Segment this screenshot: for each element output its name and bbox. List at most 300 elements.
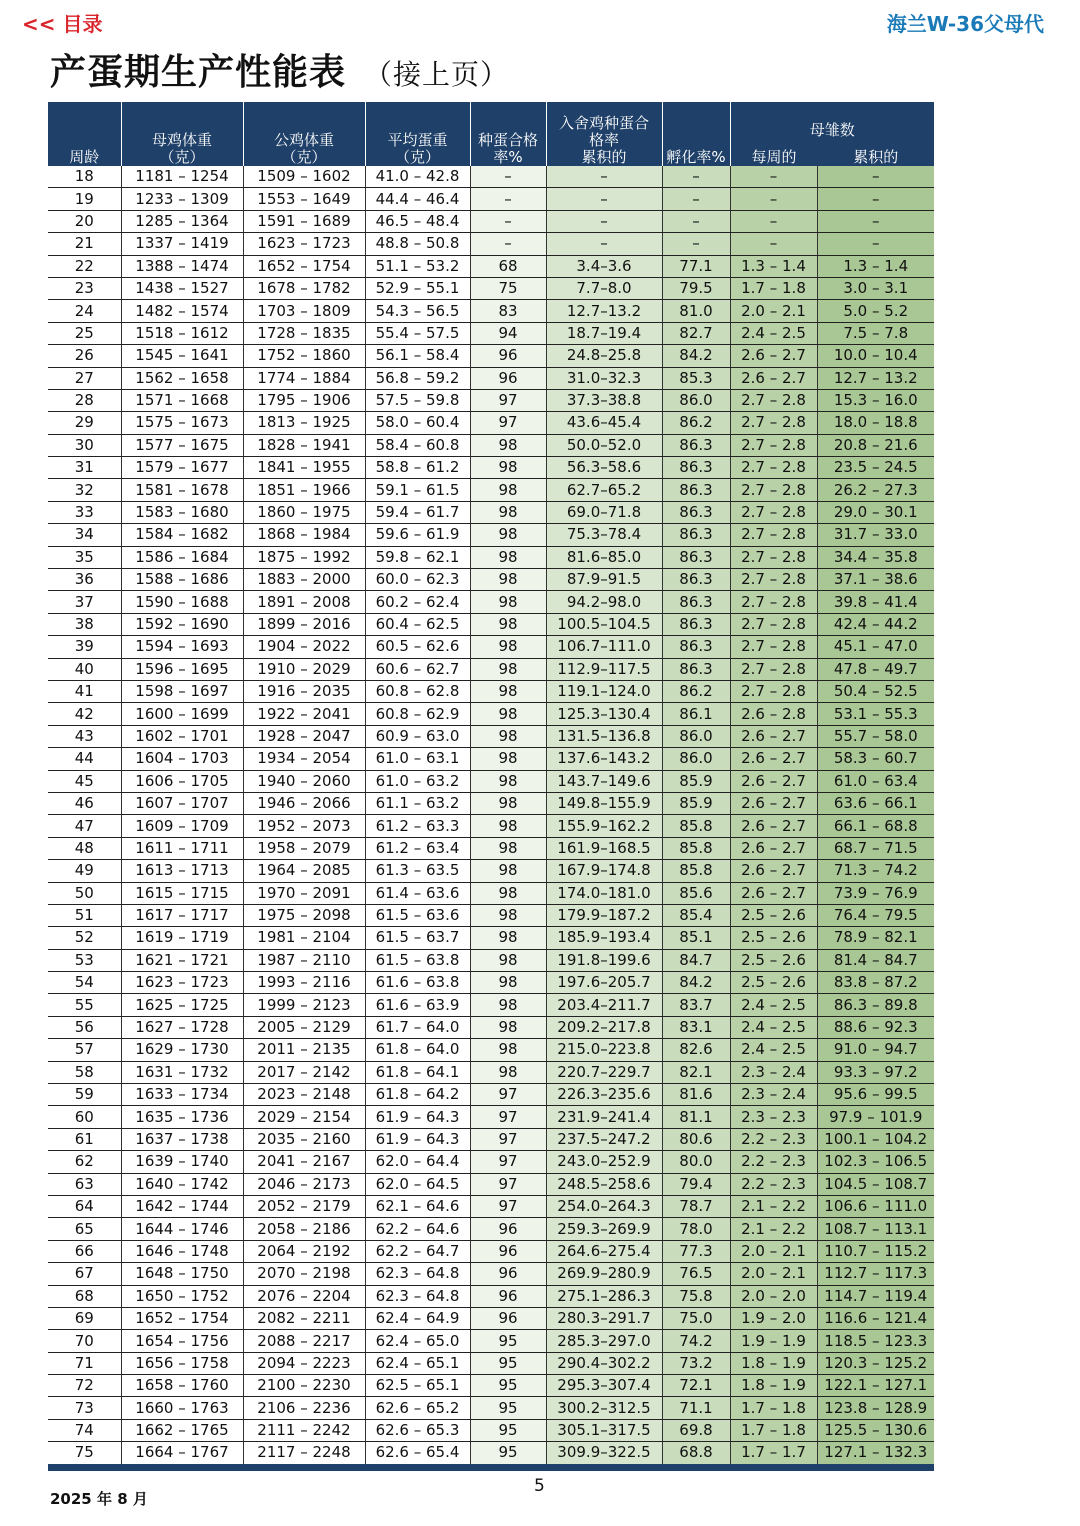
cell-hatchable-rate: 98 (470, 972, 546, 994)
cell-hatch-rate: 79.4 (662, 1173, 730, 1195)
table-row (48, 1285, 934, 1307)
cell-week: 27 (48, 367, 121, 389)
cell-week: 64 (48, 1195, 121, 1217)
table-row (48, 300, 934, 322)
cell-hen-weight: 1584 – 1682 (121, 524, 243, 546)
cell-chicks-weekly: 2.0 – 2.1 (730, 300, 817, 322)
cell-week: 66 (48, 1240, 121, 1262)
cell-hatchable-rate: 98 (470, 1016, 546, 1038)
cell-chicks-cumulative: 78.9 – 82.1 (817, 927, 934, 949)
cell-hatchable-rate: 96 (470, 1240, 546, 1262)
cell-hatchable-rate: 98 (470, 546, 546, 568)
cell-cock-weight: 2094 – 2223 (243, 1352, 365, 1374)
cell-cock-weight: 1813 – 1925 (243, 412, 365, 434)
cell-chicks-weekly: 2.6 – 2.7 (730, 770, 817, 792)
table-row (48, 457, 934, 479)
cell-chicks-weekly: 2.6 – 2.8 (730, 703, 817, 725)
cell-cock-weight: 2064 – 2192 (243, 1240, 365, 1262)
cell-hatch-eggs-cumulative: 119.1–124.0 (546, 680, 662, 702)
cell-hen-weight: 1588 – 1686 (121, 569, 243, 591)
cell-hatch-eggs-cumulative: 69.0–71.8 (546, 501, 662, 523)
cell-hatch-rate: 86.3 (662, 658, 730, 680)
cell-week: 73 (48, 1397, 121, 1419)
col-header-week: 周龄 (48, 102, 121, 166)
cell-hatch-rate: 86.3 (662, 546, 730, 568)
cell-hatchable-rate: 95 (470, 1442, 546, 1467)
cell-chicks-weekly: 1.8 – 1.9 (730, 1375, 817, 1397)
cell-cock-weight: 1946 – 2066 (243, 792, 365, 814)
cell-cock-weight: 1904 – 2022 (243, 636, 365, 658)
cell-hatch-eggs-cumulative: 106.7–111.0 (546, 636, 662, 658)
cell-chicks-weekly: 2.6 – 2.7 (730, 748, 817, 770)
cell-hen-weight: 1639 – 1740 (121, 1151, 243, 1173)
table-row (48, 479, 934, 501)
cell-hatchable-rate: 98 (470, 680, 546, 702)
cell-hatchable-rate: 98 (470, 524, 546, 546)
cell-hatch-eggs-cumulative: 12.7–13.2 (546, 300, 662, 322)
cell-egg-weight: 61.2 – 63.3 (365, 815, 470, 837)
cell-chicks-weekly: 2.7 – 2.8 (730, 479, 817, 501)
cell-week: 51 (48, 904, 121, 926)
cell-hatchable-rate: 98 (470, 725, 546, 747)
cell-hatch-rate: 86.3 (662, 457, 730, 479)
cell-chicks-weekly: – (730, 166, 817, 188)
cell-hatch-rate: 86.0 (662, 748, 730, 770)
cell-hen-weight: 1285 – 1364 (121, 210, 243, 232)
cell-chicks-cumulative: 102.3 – 106.5 (817, 1151, 934, 1173)
col-header-hen-weight: 母鸡体重 （克） (121, 102, 243, 166)
cell-cock-weight: 1875 – 1992 (243, 546, 365, 568)
cell-egg-weight: 61.4 – 63.6 (365, 882, 470, 904)
col-header-hatchable-rate: 种蛋合格 率% (470, 102, 546, 166)
cell-cock-weight: 2088 – 2217 (243, 1330, 365, 1352)
cell-week: 56 (48, 1016, 121, 1038)
cell-chicks-cumulative: 42.4 – 44.2 (817, 613, 934, 635)
cell-hatch-rate: 84.2 (662, 972, 730, 994)
table-row (48, 188, 934, 210)
cell-hatch-eggs-cumulative: 203.4–211.7 (546, 994, 662, 1016)
cell-week: 55 (48, 994, 121, 1016)
cell-cock-weight: 2111 – 2242 (243, 1419, 365, 1441)
cell-cock-weight: 1728 – 1835 (243, 322, 365, 344)
cell-egg-weight: 52.9 – 55.1 (365, 277, 470, 299)
table-row (48, 904, 934, 926)
cell-hen-weight: 1611 – 1711 (121, 837, 243, 859)
cell-cock-weight: 1928 – 2047 (243, 725, 365, 747)
cell-hatch-eggs-cumulative: 309.9–322.5 (546, 1442, 662, 1467)
cell-hatch-eggs-cumulative: 56.3–58.6 (546, 457, 662, 479)
cell-week: 75 (48, 1442, 121, 1467)
cell-cock-weight: 1999 – 2123 (243, 994, 365, 1016)
cell-cock-weight: 1922 – 2041 (243, 703, 365, 725)
cell-chicks-weekly: 2.0 – 2.1 (730, 1240, 817, 1262)
cell-hatchable-rate: 95 (470, 1352, 546, 1374)
table-row (48, 277, 934, 299)
cell-week: 38 (48, 613, 121, 635)
cell-chicks-cumulative: – (817, 210, 934, 232)
cell-cock-weight: 1703 – 1809 (243, 300, 365, 322)
cell-cock-weight: 1678 – 1782 (243, 277, 365, 299)
cell-cock-weight: 1509 – 1602 (243, 166, 365, 188)
cell-egg-weight: 61.6 – 63.9 (365, 994, 470, 1016)
cell-chicks-weekly: 2.7 – 2.8 (730, 658, 817, 680)
cell-hatchable-rate: 98 (470, 837, 546, 859)
cell-hatch-eggs-cumulative: 243.0–252.9 (546, 1151, 662, 1173)
col-header-cock-weight: 公鸡体重 （克） (243, 102, 365, 166)
page-title-sub: （接上页） (364, 58, 510, 91)
cell-chicks-weekly: 2.7 – 2.8 (730, 680, 817, 702)
cell-chicks-weekly: 2.2 – 2.3 (730, 1128, 817, 1150)
cell-hatch-rate: 81.0 (662, 300, 730, 322)
cell-hatchable-rate: 96 (470, 1218, 546, 1240)
cell-egg-weight: 62.5 – 65.1 (365, 1375, 470, 1397)
cell-week: 72 (48, 1375, 121, 1397)
cell-week: 67 (48, 1263, 121, 1285)
cell-hen-weight: 1648 – 1750 (121, 1263, 243, 1285)
cell-egg-weight: 56.1 – 58.4 (365, 345, 470, 367)
cell-week: 20 (48, 210, 121, 232)
cell-cock-weight: 1891 – 2008 (243, 591, 365, 613)
cell-egg-weight: 62.2 – 64.7 (365, 1240, 470, 1262)
cell-hatchable-rate: 98 (470, 770, 546, 792)
cell-chicks-cumulative: – (817, 233, 934, 255)
cell-hatchable-rate: 98 (470, 613, 546, 635)
cell-cock-weight: 2005 – 2129 (243, 1016, 365, 1038)
cell-chicks-cumulative: 97.9 – 101.9 (817, 1106, 934, 1128)
cell-week: 31 (48, 457, 121, 479)
cell-chicks-weekly: 2.7 – 2.8 (730, 434, 817, 456)
cell-hen-weight: 1596 – 1695 (121, 658, 243, 680)
cell-chicks-cumulative: 12.7 – 13.2 (817, 367, 934, 389)
table-row (48, 367, 934, 389)
cell-hatch-eggs-cumulative: 215.0–223.8 (546, 1039, 662, 1061)
cell-chicks-cumulative: 93.3 – 97.2 (817, 1061, 934, 1083)
cell-chicks-cumulative: 106.6 – 111.0 (817, 1195, 934, 1217)
table-row (48, 1352, 934, 1374)
cell-chicks-cumulative: 122.1 – 127.1 (817, 1375, 934, 1397)
table-row (48, 389, 934, 411)
cell-egg-weight: 60.2 – 62.4 (365, 591, 470, 613)
cell-cock-weight: 2100 – 2230 (243, 1375, 365, 1397)
cell-egg-weight: 61.0 – 63.1 (365, 748, 470, 770)
cell-cock-weight: 2076 – 2204 (243, 1285, 365, 1307)
cell-hatch-eggs-cumulative: 269.9–280.9 (546, 1263, 662, 1285)
cell-chicks-weekly: 2.7 – 2.8 (730, 412, 817, 434)
cell-egg-weight: 62.6 – 65.3 (365, 1419, 470, 1441)
cell-cock-weight: 2011 – 2135 (243, 1039, 365, 1061)
table-row (48, 1218, 934, 1240)
cell-week: 45 (48, 770, 121, 792)
cell-hatch-eggs-cumulative: 155.9–162.2 (546, 815, 662, 837)
cell-egg-weight: 62.4 – 65.0 (365, 1330, 470, 1352)
cell-cock-weight: 1591 – 1689 (243, 210, 365, 232)
cell-chicks-cumulative: 116.6 – 121.4 (817, 1307, 934, 1329)
cell-cock-weight: 1774 – 1884 (243, 367, 365, 389)
cell-egg-weight: 56.8 – 59.2 (365, 367, 470, 389)
cell-egg-weight: 62.4 – 65.1 (365, 1352, 470, 1374)
cell-hatch-eggs-cumulative: 18.7–19.4 (546, 322, 662, 344)
cell-cock-weight: 1964 – 2085 (243, 860, 365, 882)
table-row (48, 792, 934, 814)
cell-hatch-eggs-cumulative: – (546, 210, 662, 232)
cell-cock-weight: 1958 – 2079 (243, 837, 365, 859)
cell-week: 32 (48, 479, 121, 501)
cell-hen-weight: 1598 – 1697 (121, 680, 243, 702)
cell-chicks-cumulative: 127.1 – 132.3 (817, 1442, 934, 1467)
cell-chicks-cumulative: 71.3 – 74.2 (817, 860, 934, 882)
cell-week: 63 (48, 1173, 121, 1195)
cell-chicks-cumulative: 7.5 – 7.8 (817, 322, 934, 344)
cell-week: 53 (48, 949, 121, 971)
table-row (48, 1442, 934, 1467)
cell-hatch-rate: 83.1 (662, 1016, 730, 1038)
col-header-chicks-cumulative: 累积的 (853, 148, 899, 166)
cell-hen-weight: 1631 – 1732 (121, 1061, 243, 1083)
cell-egg-weight: 58.8 – 61.2 (365, 457, 470, 479)
cell-week: 46 (48, 792, 121, 814)
table-row (48, 658, 934, 680)
cell-egg-weight: 48.8 – 50.8 (365, 233, 470, 255)
cell-week: 25 (48, 322, 121, 344)
table-row (48, 345, 934, 367)
cell-chicks-cumulative: 34.4 – 35.8 (817, 546, 934, 568)
table-row (48, 636, 934, 658)
cell-chicks-weekly: 2.4 – 2.5 (730, 1039, 817, 1061)
cell-egg-weight: 61.3 – 63.5 (365, 860, 470, 882)
table-row (48, 591, 934, 613)
cell-hatch-rate: 86.3 (662, 613, 730, 635)
cell-chicks-weekly: 1.8 – 1.9 (730, 1352, 817, 1374)
table-row (48, 1330, 934, 1352)
cell-chicks-weekly: 2.6 – 2.7 (730, 725, 817, 747)
cell-cock-weight: 2052 – 2179 (243, 1195, 365, 1217)
cell-egg-weight: 61.0 – 63.2 (365, 770, 470, 792)
cell-chicks-cumulative: 91.0 – 94.7 (817, 1039, 934, 1061)
cell-egg-weight: 46.5 – 48.4 (365, 210, 470, 232)
cell-egg-weight: 61.1 – 63.2 (365, 792, 470, 814)
cell-week: 22 (48, 255, 121, 277)
cell-hatchable-rate: 98 (470, 748, 546, 770)
cell-hatch-eggs-cumulative: 100.5–104.5 (546, 613, 662, 635)
cell-chicks-cumulative: 66.1 – 68.8 (817, 815, 934, 837)
cell-chicks-cumulative: 76.4 – 79.5 (817, 904, 934, 926)
cell-hen-weight: 1571 – 1668 (121, 389, 243, 411)
cell-chicks-weekly: 2.7 – 2.8 (730, 457, 817, 479)
cell-hatch-eggs-cumulative: 24.8–25.8 (546, 345, 662, 367)
cell-chicks-weekly: 1.7 – 1.8 (730, 277, 817, 299)
cell-hen-weight: 1602 – 1701 (121, 725, 243, 747)
cell-hen-weight: 1615 – 1715 (121, 882, 243, 904)
cell-hatchable-rate: 95 (470, 1330, 546, 1352)
cell-chicks-cumulative: 63.6 – 66.1 (817, 792, 934, 814)
cell-hatchable-rate: 97 (470, 1106, 546, 1128)
cell-hen-weight: 1606 – 1705 (121, 770, 243, 792)
cell-chicks-cumulative: 3.0 – 3.1 (817, 277, 934, 299)
cell-cock-weight: 1899 – 2016 (243, 613, 365, 635)
table-row (48, 994, 934, 1016)
cell-egg-weight: 55.4 – 57.5 (365, 322, 470, 344)
cell-hen-weight: 1625 – 1725 (121, 994, 243, 1016)
cell-chicks-cumulative: 83.8 – 87.2 (817, 972, 934, 994)
cell-egg-weight: 60.6 – 62.7 (365, 658, 470, 680)
cell-hatch-eggs-cumulative: 179.9–187.2 (546, 904, 662, 926)
cell-chicks-cumulative: 68.7 – 71.5 (817, 837, 934, 859)
cell-week: 34 (48, 524, 121, 546)
cell-chicks-cumulative: 110.7 – 115.2 (817, 1240, 934, 1262)
cell-chicks-cumulative: 20.8 – 21.6 (817, 434, 934, 456)
cell-cock-weight: 1987 – 2110 (243, 949, 365, 971)
cell-hatchable-rate: 98 (470, 882, 546, 904)
col-header-female-chicks (730, 102, 934, 166)
cell-week: 62 (48, 1151, 121, 1173)
cell-week: 29 (48, 412, 121, 434)
cell-egg-weight: 58.0 – 60.4 (365, 412, 470, 434)
cell-hen-weight: 1581 – 1678 (121, 479, 243, 501)
cell-chicks-cumulative: 123.8 – 128.9 (817, 1397, 934, 1419)
table-row (48, 210, 934, 232)
table-row (48, 434, 934, 456)
cell-cock-weight: 2017 – 2142 (243, 1061, 365, 1083)
cell-egg-weight: 54.3 – 56.5 (365, 300, 470, 322)
cell-hatch-rate: 82.1 (662, 1061, 730, 1083)
cell-hatchable-rate: 97 (470, 1128, 546, 1150)
cell-egg-weight: 51.1 – 53.2 (365, 255, 470, 277)
footer-date: 2025 年 8 月 (50, 1490, 148, 1508)
cell-hatch-rate: 86.3 (662, 434, 730, 456)
cell-chicks-weekly: 2.7 – 2.8 (730, 546, 817, 568)
cell-hatch-rate: 86.2 (662, 412, 730, 434)
cell-chicks-weekly: 2.4 – 2.5 (730, 322, 817, 344)
cell-cock-weight: 1970 – 2091 (243, 882, 365, 904)
cell-hatch-rate: 81.1 (662, 1106, 730, 1128)
production-performance-table (48, 102, 934, 1471)
cell-chicks-weekly: 1.7 – 1.8 (730, 1397, 817, 1419)
cell-cock-weight: 1993 – 2116 (243, 972, 365, 994)
cell-hatchable-rate: 98 (470, 904, 546, 926)
col-header-chicks-weekly: 每周的 (751, 148, 797, 166)
cell-chicks-weekly: – (730, 210, 817, 232)
cell-hatch-eggs-cumulative: 75.3–78.4 (546, 524, 662, 546)
table-row (48, 166, 934, 188)
cell-egg-weight: 61.2 – 63.4 (365, 837, 470, 859)
cell-hatch-rate: 86.3 (662, 501, 730, 523)
cell-egg-weight: 61.9 – 64.3 (365, 1106, 470, 1128)
cell-chicks-weekly: 2.7 – 2.8 (730, 591, 817, 613)
cell-hatchable-rate: 98 (470, 501, 546, 523)
cell-hatch-rate: 84.2 (662, 345, 730, 367)
cell-hatch-rate: 86.3 (662, 569, 730, 591)
cell-egg-weight: 61.9 – 64.3 (365, 1128, 470, 1150)
cell-hatchable-rate: 98 (470, 1039, 546, 1061)
cell-chicks-weekly: 2.3 – 2.4 (730, 1061, 817, 1083)
cell-egg-weight: 62.0 – 64.5 (365, 1173, 470, 1195)
cell-hatch-rate: – (662, 166, 730, 188)
cell-chicks-weekly: 1.7 – 1.7 (730, 1442, 817, 1467)
cell-egg-weight: 61.5 – 63.8 (365, 949, 470, 971)
cell-week: 57 (48, 1039, 121, 1061)
cell-hen-weight: 1656 – 1758 (121, 1352, 243, 1374)
table-row (48, 748, 934, 770)
cell-cock-weight: 1952 – 2073 (243, 815, 365, 837)
cell-week: 61 (48, 1128, 121, 1150)
cell-chicks-weekly: 2.6 – 2.7 (730, 882, 817, 904)
cell-hatch-eggs-cumulative: 237.5–247.2 (546, 1128, 662, 1150)
cell-chicks-cumulative: 55.7 – 58.0 (817, 725, 934, 747)
cell-week: 65 (48, 1218, 121, 1240)
cell-hen-weight: 1646 – 1748 (121, 1240, 243, 1262)
cell-hatchable-rate: 96 (470, 367, 546, 389)
cell-hen-weight: 1438 – 1527 (121, 277, 243, 299)
cell-hatchable-rate: 98 (470, 658, 546, 680)
cell-hen-weight: 1658 – 1760 (121, 1375, 243, 1397)
cell-chicks-weekly: 2.7 – 2.8 (730, 569, 817, 591)
cell-cock-weight: 2070 – 2198 (243, 1263, 365, 1285)
cell-hatch-rate: 85.9 (662, 770, 730, 792)
cell-hatch-rate: 85.8 (662, 837, 730, 859)
table-row (48, 680, 934, 702)
cell-egg-weight: 61.8 – 64.1 (365, 1061, 470, 1083)
table-row (48, 927, 934, 949)
cell-chicks-weekly: 2.6 – 2.7 (730, 345, 817, 367)
cell-chicks-cumulative: 61.0 – 63.4 (817, 770, 934, 792)
cell-cock-weight: 2035 – 2160 (243, 1128, 365, 1150)
cell-chicks-weekly: 2.7 – 2.8 (730, 389, 817, 411)
cell-hen-weight: 1662 – 1765 (121, 1419, 243, 1441)
cell-chicks-weekly: 1.9 – 1.9 (730, 1330, 817, 1352)
cell-hen-weight: 1607 – 1707 (121, 792, 243, 814)
table-row (48, 949, 934, 971)
cell-egg-weight: 60.9 – 63.0 (365, 725, 470, 747)
cell-hatchable-rate: 98 (470, 636, 546, 658)
table-body (48, 166, 934, 1467)
cell-egg-weight: 60.5 – 62.6 (365, 636, 470, 658)
cell-hatchable-rate: – (470, 188, 546, 210)
cell-hatch-rate: 73.2 (662, 1352, 730, 1374)
cell-hatch-rate: 86.1 (662, 703, 730, 725)
cell-hatch-rate: 86.3 (662, 524, 730, 546)
cell-hen-weight: 1482 – 1574 (121, 300, 243, 322)
cell-hatchable-rate: 97 (470, 1195, 546, 1217)
cell-hen-weight: 1623 – 1723 (121, 972, 243, 994)
cell-egg-weight: 60.4 – 62.5 (365, 613, 470, 635)
table-row (48, 1039, 934, 1061)
cell-cock-weight: 1934 – 2054 (243, 748, 365, 770)
cell-hatchable-rate: 98 (470, 860, 546, 882)
cell-hen-weight: 1613 – 1713 (121, 860, 243, 882)
cell-chicks-cumulative: 37.1 – 38.6 (817, 569, 934, 591)
cell-hatch-eggs-cumulative: 248.5–258.6 (546, 1173, 662, 1195)
cell-hatchable-rate: 97 (470, 412, 546, 434)
cell-cock-weight: 1623 – 1723 (243, 233, 365, 255)
cell-cock-weight: 1883 – 2000 (243, 569, 365, 591)
cell-hen-weight: 1629 – 1730 (121, 1039, 243, 1061)
cell-hatchable-rate: 96 (470, 1285, 546, 1307)
cell-hatch-rate: 69.8 (662, 1419, 730, 1441)
cell-hen-weight: 1644 – 1746 (121, 1218, 243, 1240)
toc-link[interactable]: << 目录 (22, 12, 103, 36)
table-row (48, 1375, 934, 1397)
cell-hatch-rate: 85.6 (662, 882, 730, 904)
table-header-row (48, 102, 934, 166)
cell-hen-weight: 1642 – 1744 (121, 1195, 243, 1217)
cell-hatch-eggs-cumulative: 209.2–217.8 (546, 1016, 662, 1038)
cell-egg-weight: 62.6 – 65.2 (365, 1397, 470, 1419)
cell-cock-weight: 2082 – 2211 (243, 1307, 365, 1329)
cell-hatch-rate: 85.3 (662, 367, 730, 389)
cell-egg-weight: 62.4 – 64.9 (365, 1307, 470, 1329)
cell-hen-weight: 1518 – 1612 (121, 322, 243, 344)
cell-egg-weight: 59.6 – 61.9 (365, 524, 470, 546)
